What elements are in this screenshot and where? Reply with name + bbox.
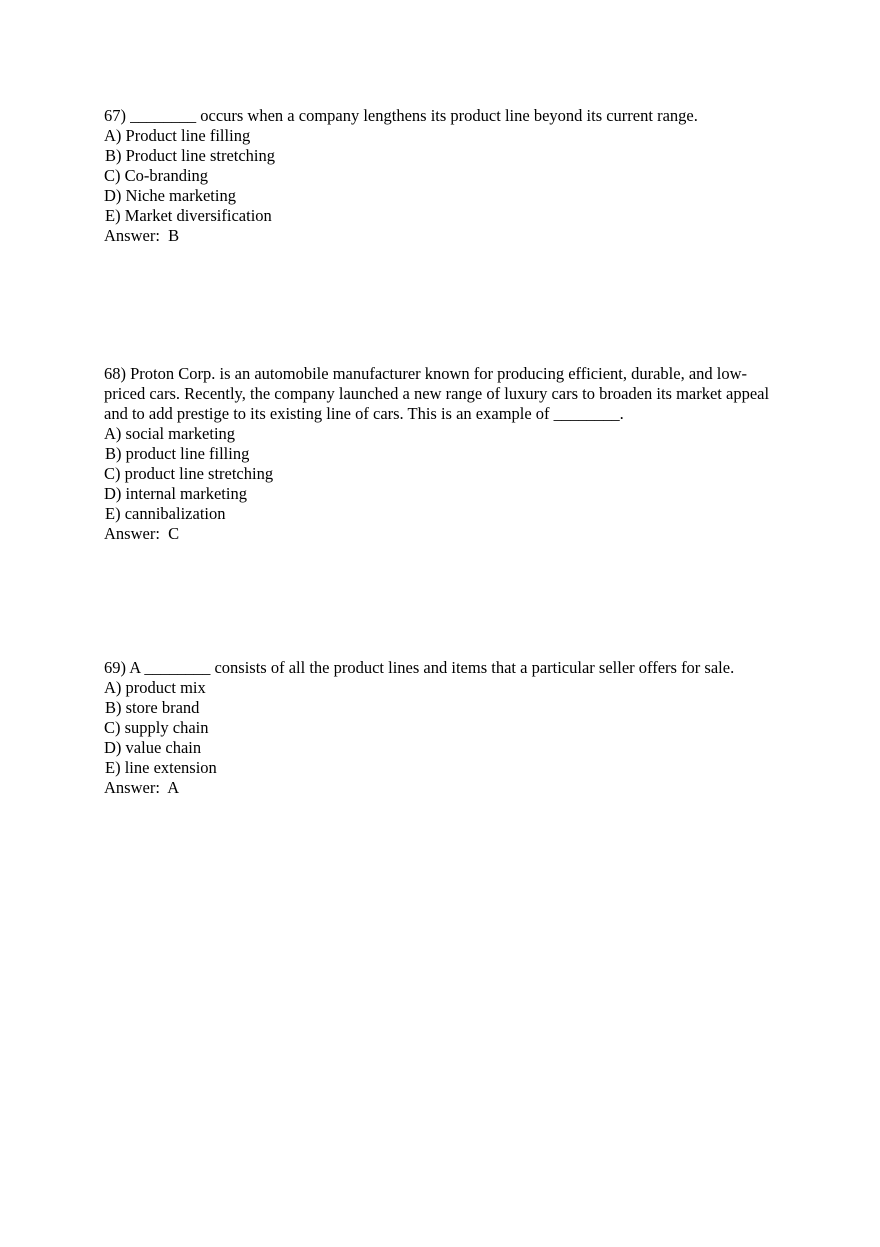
question-69 <box>104 658 784 798</box>
option-d: D) Niche marketing <box>104 186 236 205</box>
option-c: C) Co-branding <box>104 166 209 185</box>
option-b: B) store brand <box>105 698 200 717</box>
answer-key: Answer: A <box>104 778 180 797</box>
question-67 <box>104 106 784 246</box>
option-a: A) social marketing <box>104 424 236 443</box>
answer-options <box>104 424 784 524</box>
answer-key: Answer: B <box>104 226 180 245</box>
question-stem: 67) ________ occurs when a company lengthens its product line beyond its current range. <box>104 106 698 125</box>
option-a: A) Product line filling <box>104 126 251 145</box>
option-e: E) Market diversification <box>105 206 272 225</box>
answer-key: Answer: C <box>104 524 180 543</box>
option-d: D) internal marketing <box>104 484 247 503</box>
option-d: D) value chain <box>104 738 202 757</box>
question-stem: 69) A ________ consists of all the product lines and items that a particular seller offers for sale. <box>104 658 735 677</box>
answer-options <box>104 126 784 226</box>
question-68 <box>104 364 784 544</box>
option-c: C) product line stretching <box>104 464 274 483</box>
question-stem: 68) Proton Corp. is an automobile manufacturer known for producing efficient, durable, and low-priced cars. Recently, the company launched a new range of luxury cars to broaden its market appeal and to add prestige to its existing line of cars. This is an example of ________. <box>104 364 770 423</box>
option-a: A) product mix <box>104 678 206 697</box>
option-e: E) line extension <box>105 758 217 777</box>
option-b: B) Product line stretching <box>105 146 276 165</box>
option-b: B) product line filling <box>105 444 250 463</box>
option-e: E) cannibalization <box>105 504 226 523</box>
option-c: C) supply chain <box>104 718 209 737</box>
answer-options <box>104 678 784 778</box>
